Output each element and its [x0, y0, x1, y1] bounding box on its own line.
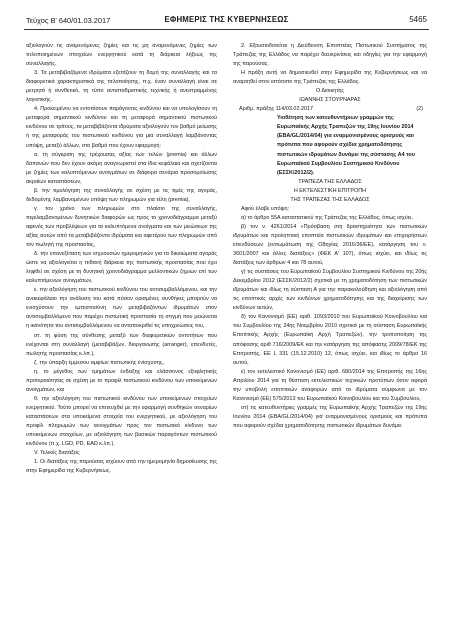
gazette-title: ΕΦΗΜΕΡΙΣ ΤΗΣ ΚΥΒΕΡΝΗΣΕΩΣ: [164, 15, 289, 24]
paragraph: α) το άρθρο 55Α καταστατικού της Τράπεζας της Ελλάδος, όπως ισχύει,: [241, 214, 413, 221]
paragraph: θ. την αξιολόγηση του πιστωτικού κινδύνου των υποκείμενων στοιχείων ενεργητικού. Τούτο μπορεί να επιτευχθεί με την εφαρμογή συνθηκών σεναρίων καταστάσεων στα υποκείμενα στοιχεία του ενεργητικού, με αξιολόγηση του προφίλ πληρωμών των ανοιγμάτων προς τον πιστωτικό κίνδυνο των υποκείμενων στοιχείων, με αξιολόγηση των βασικών παραγόντων πιστωτικού κινδύνου (π.χ. LGD, PD, EAD κ.λπ.).: [26, 395, 217, 448]
paragraph: ζ. την ύπαρξη έμμεσου αμφίων πιστωτικής ενίσχυσης,: [34, 359, 164, 366]
paragraph: στ. τη φύση της σύνθεσης μεταξύ των διαφορετικών οντοτήτων που ενέχονται στη συναλλαγή (μεταβιβάζων, διοργανωτής (arranger), επενδυτές, πωλητής προστασίας κ.λπ.),: [26, 332, 217, 357]
paragraph: ε) τον εκτελεστικό Κανονισμό (ΕΕ) αριθ. 680/2014 της Επιτροπής της 16ης Απριλίου 2014 για τη θέσπιση εκτελεστικών τεχνικών προτύπων όσον αφορά την υποβολή εποπτικών αναφορών από τα ιδρύματα σύμφωνα με τον Κανονισμό (ΕΕ) 575/2013 του Ευρωπαϊκού Κοινοβουλίου και του Συμβουλίου,: [233, 368, 427, 402]
paragraph: στ) τις κατευθυντήριες γραμμές της Ευρωπαϊκής Αρχής Τραπεζών της 19ης Ιουνίου 2014 (EBA/GL/2014/04) για εναρμονισμένους ορισμούς και πρότυπα που αφορούν σχέδια χρηματοδότησης πιστωτικών ιδρυμάτων δυνάμει: [233, 404, 427, 429]
decision-number: Αριθμ. πράξης 114/03.02.2017: [239, 106, 314, 113]
paragraph: γ) τις συστάσεις του Ευρωπαϊκού Συμβουλίου Συστημικού Κινδύνου της 20ής Δεκεμβρίου 2012 (ΕΣΣΚ/2012/2) σχετικά με τη χρηματοδότηση των πιστωτικών ιδρυμάτων και ιδίως τη σύσταση Α για την παρακολούθηση και αξιολόγηση από τις εποπτικές αρχές των κινδύνων χρηματοδότησης και της διαχείρισης των κινδύνων αυτών,: [233, 269, 427, 312]
signature-name: ΙΩΑΝΝΗΣ ΣΤΟΥΡΝΑΡΑΣ: [299, 97, 361, 104]
page-header: [18, 14, 435, 28]
paragraph: 3. Τα μεταβιβαζόμενα ιδρύματα εξετάζουν τη δομή της συναλλαγής και τα διαφορετικά χαρακτηριστικά της τιτλοποίησης, π.χ. έναν συναλλαγή είναι σε μετρητά ή συνθετικό, τη τύπο αντισταθμιστικής τεχνικής ή ανεστραμμένης λογιστικής.: [26, 70, 217, 104]
paragraph: αξιολογούν τις αναμενόμενες ζημίες και τις μη αναμενόμενες ζημίες των τιτλοποιημένων στοιχείων ενεργητικού κατά τη διάρκεια λήξεως της συναλλαγής.: [26, 43, 217, 68]
paragraph: Η πράξη αυτή να δημοσιευθεί στην Εφημερίδα της Κυβερνήσεως και να αναρτηθεί στον ιστότοπο της Τράπεζας της Ελλάδος.: [233, 70, 427, 86]
paragraph: 2. Εξουσιοδοτείται η Διεύθυνση Εποπτείας Πιστωτικού Συστήματος της Τράπεζας της Ελλάδος να παρέχει διευκρινίσεις και οδηγίες για την εφαρμογή της παρούσας.: [233, 43, 427, 68]
paragraph: 4. Προκειμένου να εντοπίσουν παράγοντες κινδύνου και να υπολογίσουν τη μεταφορά σημαντικού κινδύνου και τη μεταφορά σημαντικού πιστωτικού κινδύνου σε τρίτους, τα μεταβιβάζοντα ιδρύματα αξιολογούν τον βαθμό μείωσης ή της μεταφοράς του πιστωτικού κινδύνου για μια συναλλαγή λαμβάνοντας υπόψη, μεταξύ άλλων, στο βαθμό που έχουν εφαρμογή:: [26, 106, 217, 149]
paragraph: η. το μέγεθος των τμημάτων ένδειξης και ελάσσονος εξοφλητικής προτεραιότητας σε σχέση με το προφίλ πιστωτικού κινδύνου των υποκείμενων ανοιγμάτων, και: [26, 368, 217, 393]
paragraph: Αφού έλαβε υπόψη:: [241, 205, 290, 212]
header-divider: [24, 29, 429, 30]
signature-role: Ο Διοικητής: [315, 88, 345, 95]
paragraph: α. τη σύγκριση της τρέχουσας αξίας των τελών (premia) και άλλων δαπανών που δεν έχουν ακόμη αναγνωριστεί στα ίδια κεφάλαια και σχετίζονται με ζημίες των καλυπτόμενων ανοιγμάτων σε διάφορα σενάρια προσομοίωσης ακραίων καταστάσεων,: [26, 151, 217, 185]
paragraph: δ. την επανεξέταση των ισχυουσών ημερομηνιών για τα δικαιώματα αγοράς ώστε να αξιολογείται η πιθανή διάρκεια της πιστωτικής προστασίας που έχει ληφθεί σε σχέση με τη δυνητική χρονοδιάγραμμα μελλοντικών ζημιών επί των καλυπτόμενων ανοιγμάτων,: [26, 251, 217, 285]
decision-ref: (2): [416, 106, 423, 113]
page-number: 5465: [409, 15, 427, 24]
org-line-1: ΤΡΑΠΕΖΑ ΤΗΣ ΕΛΛΑΔΟΣ: [298, 178, 362, 185]
decision-number-row: [233, 105, 427, 114]
paragraph: V. Τελικές διατάξεις: [34, 450, 80, 457]
paragraph: δ) τον Κανονισμό (ΕΕ) αριθ. 1093/2010 του Ευρωπαϊκού Κοινοβουλίου και του Συμβουλίου της 24ης Νοεμβρίου 2010 σχετικά με τη σύσταση Ευρωπαϊκής Εποπτικής Αρχής (Ευρωπαϊκή Αρχή Τραπεζών), την τροποποίηση της απόφασης αριθ 716/2009/ΕΚ και την κατάργηση της απόφασης 2009/78/ΕΚ της Επιτροπής, ΕΕ L 331 (15.12.2010) 12, όπως ισχύει, και ιδίως το άρθρο 16 αυτού,: [233, 314, 427, 366]
org-line-2: Η ΕΚΤΕΛΕΣΤΙΚΗ ΕΠΙΤΡΟΠΗ: [293, 187, 367, 194]
right-column: [233, 42, 427, 431]
section-heading: 1. Οι διατάξεις της παρούσας ισχύουν από την ημερομηνία δημοσίευσης της στην Εφημερίδα της Κυβερνήσεως.: [26, 459, 217, 475]
decision-title: Υιοθέτηση των κατευθυντήριων γραμμών της Ευρωπαϊκής Αρχής Τραπεζών της 19ης Ιουνίου 2014 (EBA/GL/2014/04) για εναρμονισμένους ορισμούς και πρότυπα που αφορούν σχέδια χρηματοδότησης πιστωτικών ιδρυμάτων δυνάμει της σύστασης Α4 του Ευρωπαϊκού Συμβουλίου Συστημικού Κινδύνου (ΕΣΣΚ/2012/2).: [277, 115, 415, 176]
paragraph: β. την τιμολόγηση της συναλλαγής σε σχέση με τις τιμές της αγοράς, δεδομένης λαμβανομένων υπόψη των πληρωμών για τέλη (premia),: [26, 187, 217, 203]
paragraph: γ. τον χρόνο των πληρωμών στο πλαίσιο της συναλλαγής, περιλαμβανομένων δυνητικών διαφορών ως προς το χρονοδιάγραμμα μεταξύ αφενός των προβλέψεων για τα καλυπτόμενα ανοίγματα και των μειώσεων της αξίας αυτών από τα μεταβιβάζοντα ιδρύματα και αφετέρου των πληρωμών από τον πωλητή της προστασίας,: [26, 205, 217, 249]
issue-label: Τεύχος Β' 640/01.03.2017: [26, 16, 111, 25]
org-line-3: ΤΗΣ ΤΡΑΠΕΖΑΣ ΤΗΣ ΕΛΛΑΔΟΣ: [290, 196, 370, 203]
paragraph: β) τον ν. 4261/2014 «Πρόσβαση στη δραστηριότητα των πιστωτικών ιδρυμάτων και προληπτική εποπτεία πιστωτικών ιδρυμάτων και επιχειρήσεων επενδύσεων (ενσωμάτωση της Οδηγίας 2016/36/ΕΕ), κατάργηση του ν. 3601/2007 και άλλες διατάξεις» (ΦΕΚ Α' 107), όπως ισχύει, και ιδίως τις διατάξεις των άρθρων 4 και 78 αυτού,: [233, 223, 427, 267]
left-column: [26, 42, 217, 476]
paragraph: ε. την αξιολόγηση του πιστωτικού κινδύνου του αντισυμβαλλόμενου, και την ανακεφάλαιο την ανάλυση του κατά πόσον ορισμένες συνθήκες μπορούν να ενισχύσουν την εμπιστοσύνη των μεταβιβαζόντων ιδρυμάτων στον αντισυμβαλλόμενο που παρέχει πιστωτική προστασία τη στιγμή που μειώνεται η ικανότητα του αντισυμβαλλόμενου να ανταποκριθεί τις υποχρεώσεις του,: [26, 287, 217, 330]
